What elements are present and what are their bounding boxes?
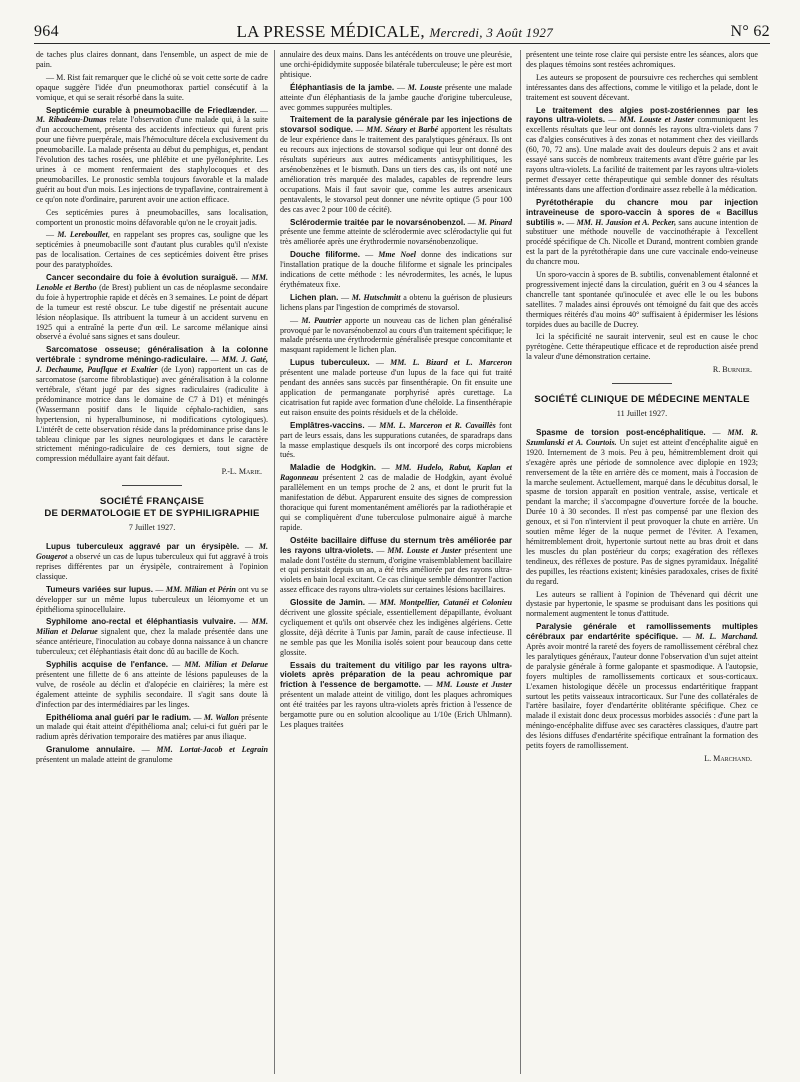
author-names: M. Gougerot	[36, 542, 268, 561]
article-text: (de Lyon) rapportent un cas de sarcomatose (sarcome fibroblastique) avec généralisation à la colonne vertébrale, s'étant jugé par des signes radiculaires (radiculite à prédominance motrice dans le domaine de C7 à D1) et méningés (Wassermann positif dans le liquide céphalo-rachidien, sans hypertension, ni hyperalbuminose, ni modifications cytologiques). L'intérêt de cette observation réside dans la prédominance prise dans le tableau clinique par les signes neurologiques et dans le caractère strictement méningo-radiculaire de ces derniers, tout signe de compression médullaire ayant fait défaut.	[36, 365, 268, 464]
article-text: apportent les résultats de leur expérience dans le traitement des paralytiques généraux. Ils ont eu recours aux injections de stovarsol sodique qui leur ont donné des résultats supérieurs aux autres médicaments antisyphilitiques, les arsénobenzènes et le bismuth. Dans un tiers des cas, ils ont noté une amélioration très marquée des malades, capables de reprendre leurs occupations. Mais il faut savoir que, comme les autres arsenicaux pentavalents, le stovarsol peut donner une névrite optique (5 pour 100 des cas avec 2 pour 100 de cécité).	[280, 125, 512, 214]
article-text: présente un malade qui était atteint d'épithélioma anal; celui-ci fut guéri par le radium après dérivation temporaire des matières par anus iliaque.	[36, 712, 268, 742]
article-text: présentent un malade atteint de granulome	[36, 755, 173, 765]
paragraph: Les auteurs se proposent de poursuivre ces recherches qui semblent intéressantes dans des affections, comme le vitiligo et la pelade, dont le traitement est souvent décevant.	[526, 72, 758, 102]
column-2	[280, 50, 512, 1074]
article-entry: Cancer secondaire du foie à évolution suraiguë. — MM. Lenoble et Bertho (de Brest) publient un cas de néoplasme secondaire du foie à hypertrophie rapide et décès en 3 semaines. Le point de départ de la tumeur est resté obscur. Le tube digestif ne présentait aucune lésion néoplasique. Ils attribuent la tumeur à un accident survenu en 1925 qui a entraîné la perte d'un œil. Le sarcome mélanique ainsi observé a évolué sans signes et sans douleur.	[36, 273, 268, 342]
issue-number: N° 62	[730, 23, 770, 40]
article-text: communiquent les excellents résultats que leur ont donnés les rayons ultra-violets dans 7 cas d'algies consécutives à des zonas et notamment chez des vieillards (60, 70, 72 ans). Une malade avait des douleurs depuis 2 ans et avait essayé sans succès de nombreux traitements avant d'être guérie par les rayons ultra-violets. La facilité de traitement par les rayons ultra-violets permet d'essayer cette thérapeutique qui semble donner des résultats intéressants dans une affection d'ordinaire assez rebelle à la médication.	[526, 115, 758, 194]
article-entry: Tumeurs variées sur lupus. — MM. Milian et Périn ont vu se développer sur un même lupus tuberculeux un léiomyome et un épithélioma spinocellulaire.	[36, 584, 268, 614]
article-entry: Septicémie curable à pneumobacille de Friedlænder. — M. Ribadeau-Dumas relate l'observation d'une malade qui, à la suite d'un accouchement, présenta des accidents infectieux qui furent pris pour une fièvre puerpérale, mais l'hémoculture décela exclusivement du pneumobacille. La malade présenta au début du pemphigus, et, pendant l'évolution des taches rosées, une phlébite et une pyélonéphrite. Les urines à ce moment renfermaient des staphylocoques et des pneumobacilles. Le pronostic sembla toujours favorable et la malade guérit au bout d'un mois. Les injections de trypaflavine, contrairement à ce qu'on note d'ordinaire, parurent avoir une action efficace.	[36, 105, 268, 204]
article-entry: Sarcomatose osseuse; généralisation à la colonne vertébrale : syndrome méningo-radiculaire. — MM. J. Gaté, J. Dechaume, Pauflque et Exaltier (de Lyon) rapportent un cas de sarcomatose (sarcome fibroblastique) avec généralisation à la colonne vertébrale, s'étant jugé par des signes radiculaires (radiculite à prédominance motrice dans le domaine de C7 à D1) et méningés (Wassermann positif dans le liquide céphalo-rachidien, sans hypertension, ni hyperalbuminose, ni modifications cytologiques). L'intérêt de cette observation réside dans la prédominance prise dans le tableau clinique par les signes neurologiques et dans le caractère strictement méningo-radiculaire de ces derniers, tout signe de compression médullaire ayant fait défaut.	[36, 345, 268, 464]
author-names: M. L. Marchand.	[695, 632, 758, 642]
signature: L. Marchand.	[704, 754, 752, 763]
article-text: Après avoir montré la rareté des foyers de ramollissement cérébral chez les paralytiques généraux, l'auteur donne l'observation d'un sujet atteint de paralysie générale à forme galopante et spasmodique. A l'autopsie, foyers multiples de ramollissements corticaux et sous-corticaux. L'examen histologique décèle un processus endartéritique frappant surtout les petits vaisseaux intracorticaux. Sur l'une des collatérales de l'artère basilaire, foyer d'endartérite oblitérante spécifique. Chez ce malade il existait donc deux processus morbides associés : d'une part la méningo-encéphalite diffuse avec ses caractères classiques, d'autre part des lésions diffuses d'endartérite spécifique entraînant la formation des petits foyers de ramollissement.	[526, 642, 758, 751]
column-divider	[274, 50, 275, 1074]
author-names: MM. Milian et Delarue	[36, 617, 268, 637]
article-heading: Spasme de torsion post-encéphalitique.	[536, 428, 706, 437]
article-heading: Lupus tuberculeux aggravé par un érysipèle.	[46, 542, 240, 552]
article-heading: Douche filiforme.	[290, 250, 360, 260]
article-heading: Glossite de Jamin.	[290, 598, 365, 608]
session-date: 11 Juillet 1927.	[616, 409, 668, 419]
article-text: (de Brest) publient un cas de néoplasme secondaire du foie à hypertrophie rapide et décès en 3 semaines. Le point de départ de la tumeur est resté obscur. Le tube digestif ne présentait aucune lésion néoplasique. Ils attribuent la tumeur à un accident survenu en 1925 qui a entraîné la perte d'un œil. Le sarcome mélanique ainsi observé a évolué sans signes et sans douleur.	[36, 282, 268, 342]
author-names: MM. H. Jausion et A. Pecker,	[576, 217, 677, 227]
article-heading: Lupus tuberculeux.	[290, 358, 370, 368]
session-date: 7 Juillet 1927.	[128, 523, 176, 533]
article-heading: Granulome annulaire.	[46, 745, 135, 755]
article-heading: Syphilis acquise de l'enfance.	[46, 660, 169, 670]
article-entry: Granulome annulaire. — MM. Lortat-Jacob et Legrain présentent un malade atteint de granulome	[36, 745, 268, 765]
paragraph: Un sporo-vaccin à spores de B. subtilis, convenablement étalonné et progressivement injecté dans la circulation, guérit en 3 ou 4 séances la chancrelle tant spontanée qu'inoculée et avec elle le ou les bubons satellites. 7 malades ainsi éprouvés ont témoigné du fait que des accès thermiques réitérés d'au moins 40° suffisaient à épidermiser les lésions torpides dues au bacille de Ducrey.	[526, 270, 758, 329]
article-heading: Cancer secondaire du foie à évolution suraiguë.	[46, 273, 238, 283]
article-entry: Paralysie générale et ramollissements multiples cérébraux par endartérite spécifique. — M. L. Marchand. Après avoir montré la rareté des foyers de ramollissement cérébral chez les paralytiques généraux, l'auteur donne l'observation d'un sujet atteint de paralysie générale à forme galopante et spasmodique. A l'autopsie, foyers multiples de ramollissements corticaux et sous-corticaux. L'examen histologique décèle un processus endartéritique frappant surtout les petits vaisseaux intracorticaux. Sur l'une des collatérales de l'artère basilaire, foyer d'endartérite oblitérante spécifique. Chez ce malade il existait donc deux processus morbides associés : d'une part la méningo-encéphalite diffuse avec ses caractères classiques, d'autre part des lésions diffuses d'endartérite spécifique entraînant la formation des petits foyers de ramollissement.	[526, 622, 758, 751]
article-heading: Ostéite bacillaire diffuse du sternum très améliorée par les rayons ultra-violets.	[280, 535, 512, 555]
article-text: présentent un malade atteint de vitiligo, dont les plaques achromiques ont été traitées par les rayons ultra-violets après friction à l'essence de bergamotte pure ou en solution alcoolique au 1/10e (Erich Uhlmann). Les plaques traitées	[280, 690, 512, 729]
paragraph: Ici la spécificité ne saurait intervenir, seul est en cause le choc pyrétogène. Cette thérapeutique efficace et de reproduction aisée prend la valeur d'une démonstration certaine.	[526, 332, 758, 362]
paragraph: — M. Rist fait remarquer que le cliché où se voit cette sorte de cadre opaque suggère l'idée d'un pneumothorax partiel consécutif à la vomique, et qui se serait résorbé dans la suite.	[36, 72, 268, 102]
article-heading: Lichen plan.	[290, 292, 339, 302]
article-heading: Le traitement des algies post-zostériennes par les rayons ultra-violets.	[526, 105, 758, 125]
article-heading: Paralysie générale et ramollissements multiples cérébraux par endartérite spécifique.	[526, 622, 758, 642]
author-names: MM. L. Marceron et R. Cavaillès	[379, 420, 496, 430]
article-entry: Ostéite bacillaire diffuse du sternum très améliorée par les rayons ultra-violets. — MM. Louste et Juster présentent une malade dont l'ostéite du sternum, d'origine vraisemblablement bacillaire et qui persistait depuis un an, a été très améliorée par des rayons ultra-violets en bain local excitant. Ce cas clinique semble démontrer l'action assez efficace des rayons ultra-violets sur certaines lésions bacillaires.	[280, 535, 512, 595]
author-names: M. Louste	[407, 82, 443, 92]
article-text: font part de leurs essais, dans les suppurations cutanées, de sparadraps dans la masse emplastique desquels ils ont incorporé des corps microbiens tués.	[280, 420, 512, 460]
page-header	[34, 21, 770, 44]
article-text: présente une malade atteinte d'un éléphantiasis de la jambe gauche d'origine tuberculeuse, avec gommes suppurées multiples.	[280, 82, 512, 112]
author-names: MM. Milian et Delarue	[184, 660, 268, 670]
article-text: a observé un cas de lupus tuberculeux qui fut aggravé à trois reprises différentes par un érysipèle, contrairement à l'opinion classique.	[36, 551, 268, 581]
article-heading: Sarcomatose osseuse; généralisation à la colonne vertébrale : syndrome méningo-radiculaire.	[36, 345, 268, 365]
article-entry: Maladie de Hodgkin. — MM. Hudelo, Rabut, Kaplan et Ragonneau présentent 2 cas de maladie de Hodgkin, ayant évolué parallèlement en un temps proche de 2 ans, et dont le prurit fut la manifestation de début. Apparurent ensuite des signes de compression thoracique qui furent momentanément améliorés par la radiothérapie et qui se compliquèrent d'une tuberculose pulmonaire aiguë à marche rapide.	[280, 463, 512, 532]
article-heading: Tumeurs variées sur lupus.	[46, 584, 153, 594]
article-text: apporte un nouveau cas de lichen plan généralisé provoqué par le novarsénobenzol au cours d'un traitement spécifique; le malade présenta une érythrodermie généralisée presque concomitante et masquant rapidement le lichen plan.	[280, 315, 512, 355]
article-heading: Emplâtres-vaccins.	[290, 420, 365, 430]
author-names: MM. Lenoble et Bertho	[36, 273, 268, 292]
article-text: Un sujet est atteint d'encéphalite aiguë en 1920. Internement de 3 mois. Peu à peu, hémitremblement droit qui s'exagère après une période de somnolence avec diplopie en 1923; renversement de la tête en arrière dès ce moment, mais à l'occasion de la marche seulement. Actuellement, marqué dans le décubitus dorsal, le spasme de torsion apparaît en position ventrale, assise, verticale et pendant la marche; il s'accompagne d'ouverture forcée de la bouche. Durée 10 à 30 secondes. Il n'est pas compensé par une flexion des genoux, et si l'on n'intervient il peut provoquer la chute en arrière. Un soutien même léger de la nuque permet de l'éviter. A l'examen, hémitremblement droit, hypertonie surtout nette au bras droit et dans les muscles du plan postérieur du corps; exagération des réflexes tendineux, des réflexes de posture. Pas de signes pyramidaux. Inégalité des pupilles, les réactions existent; kinésies paradoxales, crises de fixité du regard.	[526, 437, 758, 586]
author-names: MM. Louste et Juster	[619, 115, 695, 125]
article-entry: Syphilome ano-rectal et éléphantiasis vulvaire. — MM. Milian et Delarue signalent que, chez la malade présentée dans une séance antérieure, l'inoculation au cobaye donna naissance à un chancre tuberculeux; cet éléphantiasis était donc dû au bacille de Koch.	[36, 617, 268, 657]
author-names: MM. Milian et Périn	[165, 584, 236, 594]
article-text: relate l'observation d'une malade qui, à la suite d'un accouchement, présenta des accidents infectieux qui furent pris pour une fièvre puerpérale, mais l'hémoculture décela exclusivement du pneumobacille. La malade présenta au début du pemphigus, et, pendant l'évolution des taches rosées, une phlébite et une pyélonéphrite. Les urines à ce moment renfermaient des staphylocoques et des pneumobacilles. Le pronostic sembla toujours favorable et la malade guérit au bout d'un mois. Les injections de trypaflavine, contrairement à ce qu'on note d'ordinaire, parurent avoir une action efficace.	[36, 115, 268, 204]
article-text: présente une femme atteinte de sclérodermie avec sclérodactylie qui fut très améliorée après une érythrodermie novarsénobenzolique.	[280, 227, 512, 247]
article-entry: Glossite de Jamin. — MM. Montpellier, Catanéi et Colonieu décrivent une glossite spéciale, essentiellement dépapillante, évoluant cycliquement et qu'ils ont observée chez les indigènes algériens. Cette glossite, déjà décrite à Tunis par Jamin, paraît de cause infectieuse. Il ne semble pas que les Monilia isolés soient pour beaucoup dans cette glossite.	[280, 598, 512, 657]
issue-date: Mercredi, 3 Août 1927	[429, 25, 553, 40]
author-names: MM. R. Szumlanski et A. Courtois.	[526, 428, 758, 447]
paragraph: présentent une teinte rose claire qui persiste entre les séances, alors que des plaques témoins sont restées achromiques.	[526, 50, 758, 69]
author-names: MM. J. Gaté, J. Dechaume, Pauflque et Exaltier	[36, 355, 268, 375]
paragraph: Ces septicémies pures à pneumobacilles, sans localisation, comportent un pronostic moins défavorable qu'on ne le croyait jadis.	[36, 207, 268, 227]
article-entry: Lupus tuberculeux. — MM. L. Bizard et L. Marceron présentent une malade porteuse d'un lupus de la face qui fut traité pendant des années sans succès par finsenthérapie. On fit ensuite une application de permanganate porphyrisé après curettage. La cicatrisation fut rapide avec formation d'une chéloïde. La finsenthérapie eut raison ensuite des points résiduels et de la chéloïde.	[280, 358, 512, 417]
article-entry: Epithélioma anal guéri par le radium. — M. Wallon présente un malade qui était atteint d'épithélioma anal; celui-ci fut guéri par le radium après dérivation temporaire des matières par anus iliaque.	[36, 712, 268, 742]
article-entry: Douche filiforme. — Mme Noel donne des indications sur l'installation pratique de la douche filiforme et signale les principales indications de cette méthode : les névrodermites, les acnés, le lupus érythémateux fixe.	[280, 250, 512, 289]
author-names: M. Ribadeau-Dumas	[36, 115, 107, 125]
article-entry: Sclérodermie traitée par le novarsénobenzol. — M. Pinard présente une femme atteinte de sclérodermie avec sclérodactylie qui fut très améliorée après une érythrodermie novarsénobenzolique.	[280, 217, 512, 247]
article-text: signalent que, chez la malade présentée dans une séance antérieure, l'inoculation au cobaye donna naissance à un chancre tuberculeux; cet éléphantiasis était donc dû au bacille de Koch.	[36, 627, 268, 657]
author-names: MM. L. Bizard et L. Marceron	[390, 358, 512, 368]
author-names: M. Pinard	[477, 217, 512, 227]
article-text: en rappelant ses propres cas, souligne que les septicémies à pneumobacille sont d'autant plus curables qu'il n'existe pas de localisation. Certaines de ces septicémies doivent être prises pour des paratyphoïdes.	[36, 230, 268, 270]
article-heading: Éléphantiasis de la jambe.	[290, 82, 395, 92]
section-separator	[612, 383, 672, 384]
article-text: décrivent une glossite spéciale, essentiellement dépapillante, évoluant cycliquement et qu'ils ont observée chez les indigènes algériens. Cette glossite, déjà décrite à Tunis par Jamin, paraît de cause infectieuse. Il ne semble pas que les Monilia isolés soient pour beaucoup dans cette glossite.	[280, 608, 512, 657]
column-divider	[520, 50, 521, 1074]
society-title: SOCIÉTÉ FRANÇAISE DE DERMATOLOGIE ET DE SYPHILIGRAPHIE	[44, 496, 260, 520]
journal-title	[236, 22, 553, 42]
article-heading: Syphilome ano-rectal et éléphantiasis vulvaire.	[46, 617, 236, 627]
article-entry: Traitement de la paralysie générale par les injections de stovarsol sodique. — MM. Sézary et Barbé apportent les résultats de leur expérience dans le traitement des paralytiques généraux. Ils ont eu recours aux injections de stovarsol sodique qui leur ont donné des résultats supérieurs aux autres médicaments antisyphilitiques, les arsénobenzènes et le bismuth. Dans un tiers des cas, ils ont noté une amélioration très marquée des malades, capables de reprendre leurs occupations. Mais il faut savoir que, comme les autres arsenicaux pentavalents, le stovarsol peut donner une névrite optique (5 pour 100 des cas avec 2 pour 100 de cécité).	[280, 115, 512, 214]
article-text: sans aucune intention de substituer une méthode nouvelle de vaccinothérapie à l'excellent procédé spécifique de Ch. Nicolle et Durand, montrent combien grande est la part de la pyrétothérapie dans une cure vaccinale endo-veineuse du chancre mou.	[526, 217, 758, 267]
article-entry: Essais du traitement du vitiligo par les rayons ultra-violets après préparation de la peau achromique par friction à l'essence de bergamotte. — MM. Louste et Juster présentent un malade atteint de vitiligo, dont les plaques achromiques ont été traitées par les rayons ultra-violets après friction à l'essence de bergamotte pure ou en solution alcoolique au 1/10e (Erich Uhlmann). Les plaques traitées	[280, 660, 512, 729]
article-heading: Maladie de Hodgkin.	[290, 463, 377, 473]
article-entry: Pyrétothérapie du chancre mou par injection intraveineuse de sporo-vaccin à spores de « Bacillus subtilis ». — MM. H. Jausion et A. Pecker, sans aucune intention de substituer une méthode nouvelle de vaccinothérapie à l'excellent procédé spécifique de Ch. Nicolle et Durand, montrent combien grande est la part de la pyrétothérapie dans une cure vaccinale endo-veineuse du chancre mou.	[526, 197, 758, 267]
article-entry: Lupus tuberculeux aggravé par un érysipèle. — M. Gougerot a observé un cas de lupus tuberculeux qui fut aggravé à trois reprises différentes par un érysipèle, contrairement à l'opinion classique.	[36, 542, 268, 581]
article-heading: Pyrétothérapie du chancre mou par injection intraveineuse de sporo-vaccin à spores de « Bacillus subtilis ».	[526, 197, 758, 227]
author-names: MM. Louste et Juster	[387, 545, 462, 555]
article-heading: Sclérodermie traitée par le novarsénobenzol.	[290, 217, 466, 227]
author-names: MM. Louste et Juster	[436, 680, 512, 690]
paragraph: annulaire des deux mains. Dans les antécédents on trouve une pleurésie, une orchi-épididymite supposée bilatérale tuberculeuse; le père est mort phtisique.	[280, 50, 512, 79]
article-entry: — M. Pautrier apporte un nouveau cas de lichen plan généralisé provoqué par le novarsénobenzol au cours d'un traitement spécifique; le malade présenta une érythrodermie généralisée presque concomitante et masquant rapidement le lichen plan.	[280, 315, 512, 355]
page-number: 964	[34, 23, 59, 40]
article-heading: Essais du traitement du vitiligo par les rayons ultra-violets après préparation de la peau achromique par friction à l'essence de bergamotte.	[280, 660, 512, 690]
paragraph: Les auteurs se rallient à l'opinion de Thévenard qui décrit une dystasie par hypertonie, le spasme se produisant dans les positions qui normalement augmentent le tonus d'attitude.	[526, 589, 758, 619]
author-names: MM. Montpellier, Catanéi et Colonieu	[379, 598, 512, 608]
author-names: Mme Noel	[378, 250, 417, 260]
author-names: MM. Hudelo, Rabut, Kaplan et Ragonneau	[280, 463, 512, 483]
article-heading: Traitement de la paralysie générale par les injections de stovarsol sodique.	[280, 115, 512, 135]
article-entry: Syphilis acquise de l'enfance. — MM. Milian et Delarue présentent une fillette de 6 ans atteinte de lésions papuleuses de la vulve, de roséole au déclin et d'alopécie en clairières; la mère est également atteinte de syphilis secondaire. Il s'agit sans doute là d'infection par des intermédiaires par les linges.	[36, 660, 268, 709]
author-names: M. Lereboullet	[57, 230, 108, 240]
article-text: présentent une fillette de 6 ans atteinte de lésions papuleuses de la vulve, de roséole au déclin et d'alopécie en clairières; la mère est également atteinte de syphilis secondaire. Il s'agit sans doute là d'infection par des intermédiaires par les linges.	[36, 669, 268, 709]
author-names: MM. Lortat-Jacob et Legrain	[156, 745, 268, 755]
article-text: présentent 2 cas de maladie de Hodgkin, ayant évolué parallèlement en un temps proche de 2 ans, et dont le prurit fut la manifestation de début. Apparurent ensuite des signes de compression thoracique qui furent momentanément améliorés par la radiothérapie et qui se compliquèrent d'une tuberculose pulmonaire aiguë à marche rapide.	[280, 473, 512, 532]
article-text: a obtenu la guérison de plusieurs lichens plans par l'ingestion de comprimés de stovarsol.	[280, 292, 512, 312]
article-heading: Septicémie curable à pneumobacille de Friedlænder.	[46, 105, 257, 115]
article-entry: — M. Lereboullet, en rappelant ses propres cas, souligne que les septicémies à pneumobacille sont d'autant plus curables qu'il n'existe pas de localisation. Certaines de ces septicémies doivent être prises pour des paratyphoïdes.	[36, 230, 268, 270]
article-heading: Epithélioma anal guéri par le radium.	[46, 712, 192, 722]
article-entry: Le traitement des algies post-zostériennes par les rayons ultra-violets. — MM. Louste et Juster communiquent les excellents résultats que leur ont donnés les rayons ultra-violets dans 7 cas d'algies consécutives à des zonas et notamment chez des vieillards (60, 70, 72 ans). Une malade avait des douleurs depuis 2 ans et avait essayé sans succès de nombreux traitements avant d'être guérie par les rayons ultra-violets. La facilité de traitement par les rayons ultra-violets permet d'essayer cette thérapeutique qui semble donner des résultats intéressants dans une affection d'ordinaire assez rebelle à la médication.	[526, 105, 758, 194]
signature: P.-L. Marie.	[221, 467, 262, 477]
column-1	[36, 50, 268, 1074]
society-title: SOCIÉTÉ CLINIQUE DE MÉDECINE MENTALE	[534, 394, 750, 406]
article-entry: Spasme de torsion post-encéphalitique. — MM. R. Szumlanski et A. Courtois. Un sujet est atteint d'encéphalite aiguë en 1920. Internement de 3 mois. Peu à peu, hémitremblement droit qui s'exagère après une période de somnolence avec diplopie en 1923; renversement de la tête en arrière dès ce moment, mais à l'occasion de la marche seulement. Actuellement, marqué dans le décubitus dorsal, le spasme de torsion apparaît en position ventrale, assise, verticale et pendant la marche; il s'accompagne d'ouverture forcée de la bouche. Durée 10 à 30 secondes. Il n'est pas compensé par une flexion des genoux, et si l'on n'intervient il peut provoquer la chute en arrière. Un soutien même léger de la nuque permet de l'éviter. A l'examen, hémitremblement droit, hypertonie surtout nette au bras droit et dans les muscles du plan postérieur du corps; exagération des réflexes tendineux, des réflexes de posture. Pas de signes pyramidaux. Inégalité des pupilles, les réactions existent; kinésies paradoxales, crises de fixité du regard.	[526, 428, 758, 586]
article-text: donne des indications sur l'installation pratique de la douche filiforme et signale les principales indications de cette méthode : les névrodermites, les acnés, le lupus érythémateux fixe.	[280, 250, 512, 289]
author-names: M. Hutschmitt	[351, 292, 401, 302]
paragraph: de taches plus claires donnant, dans l'ensemble, un aspect de mie de pain.	[36, 50, 268, 69]
journal-name: LA PRESSE MÉDICALE,	[236, 22, 425, 41]
column-3	[526, 50, 758, 1074]
signature: R. Burnier.	[712, 365, 752, 375]
author-names: MM. Sézary et Barbé	[366, 125, 439, 135]
article-entry: Emplâtres-vaccins. — MM. L. Marceron et R. Cavaillès font part de leurs essais, dans les suppurations cutanées, de sparadraps dans la masse emplastique desquels ils ont incorporé des corps microbiens tués.	[280, 420, 512, 460]
article-entry: Lichen plan. — M. Hutschmitt a obtenu la guérison de plusieurs lichens plans par l'ingestion de comprimés de stovarsol.	[280, 292, 512, 312]
article-text: ont vu se développer sur un même lupus tuberculeux un léiomyome et un épithélioma spinocellulaire.	[36, 584, 268, 614]
author-names: M. Pautrier	[301, 315, 342, 325]
section-separator	[122, 485, 182, 486]
article-text: présentent une malade dont l'ostéite du sternum, d'origine vraisemblablement bacillaire et qui persistait depuis un an, a été très améliorée par des rayons ultra-violets en bain local excitant. Ce cas clinique semble démontrer l'action assez efficace des rayons ultra-violets sur certaines lésions bacillaires.	[280, 545, 512, 595]
author-names: M. Wallon	[203, 712, 239, 722]
article-text: présentent une malade porteuse d'un lupus de la face qui fut traité pendant des années sans succès par finsenthérapie. On fit ensuite une application de permanganate porphyrisé après curettage. La cicatrisation fut rapide avec formation d'une chéloïde. La finsenthérapie eut raison ensuite des points résiduels et de la chéloïde.	[280, 368, 512, 417]
article-entry: Éléphantiasis de la jambe. — M. Louste présente une malade atteinte d'un éléphantiasis de la jambe gauche d'origine tuberculeuse, avec gommes suppurées multiples.	[280, 82, 512, 112]
